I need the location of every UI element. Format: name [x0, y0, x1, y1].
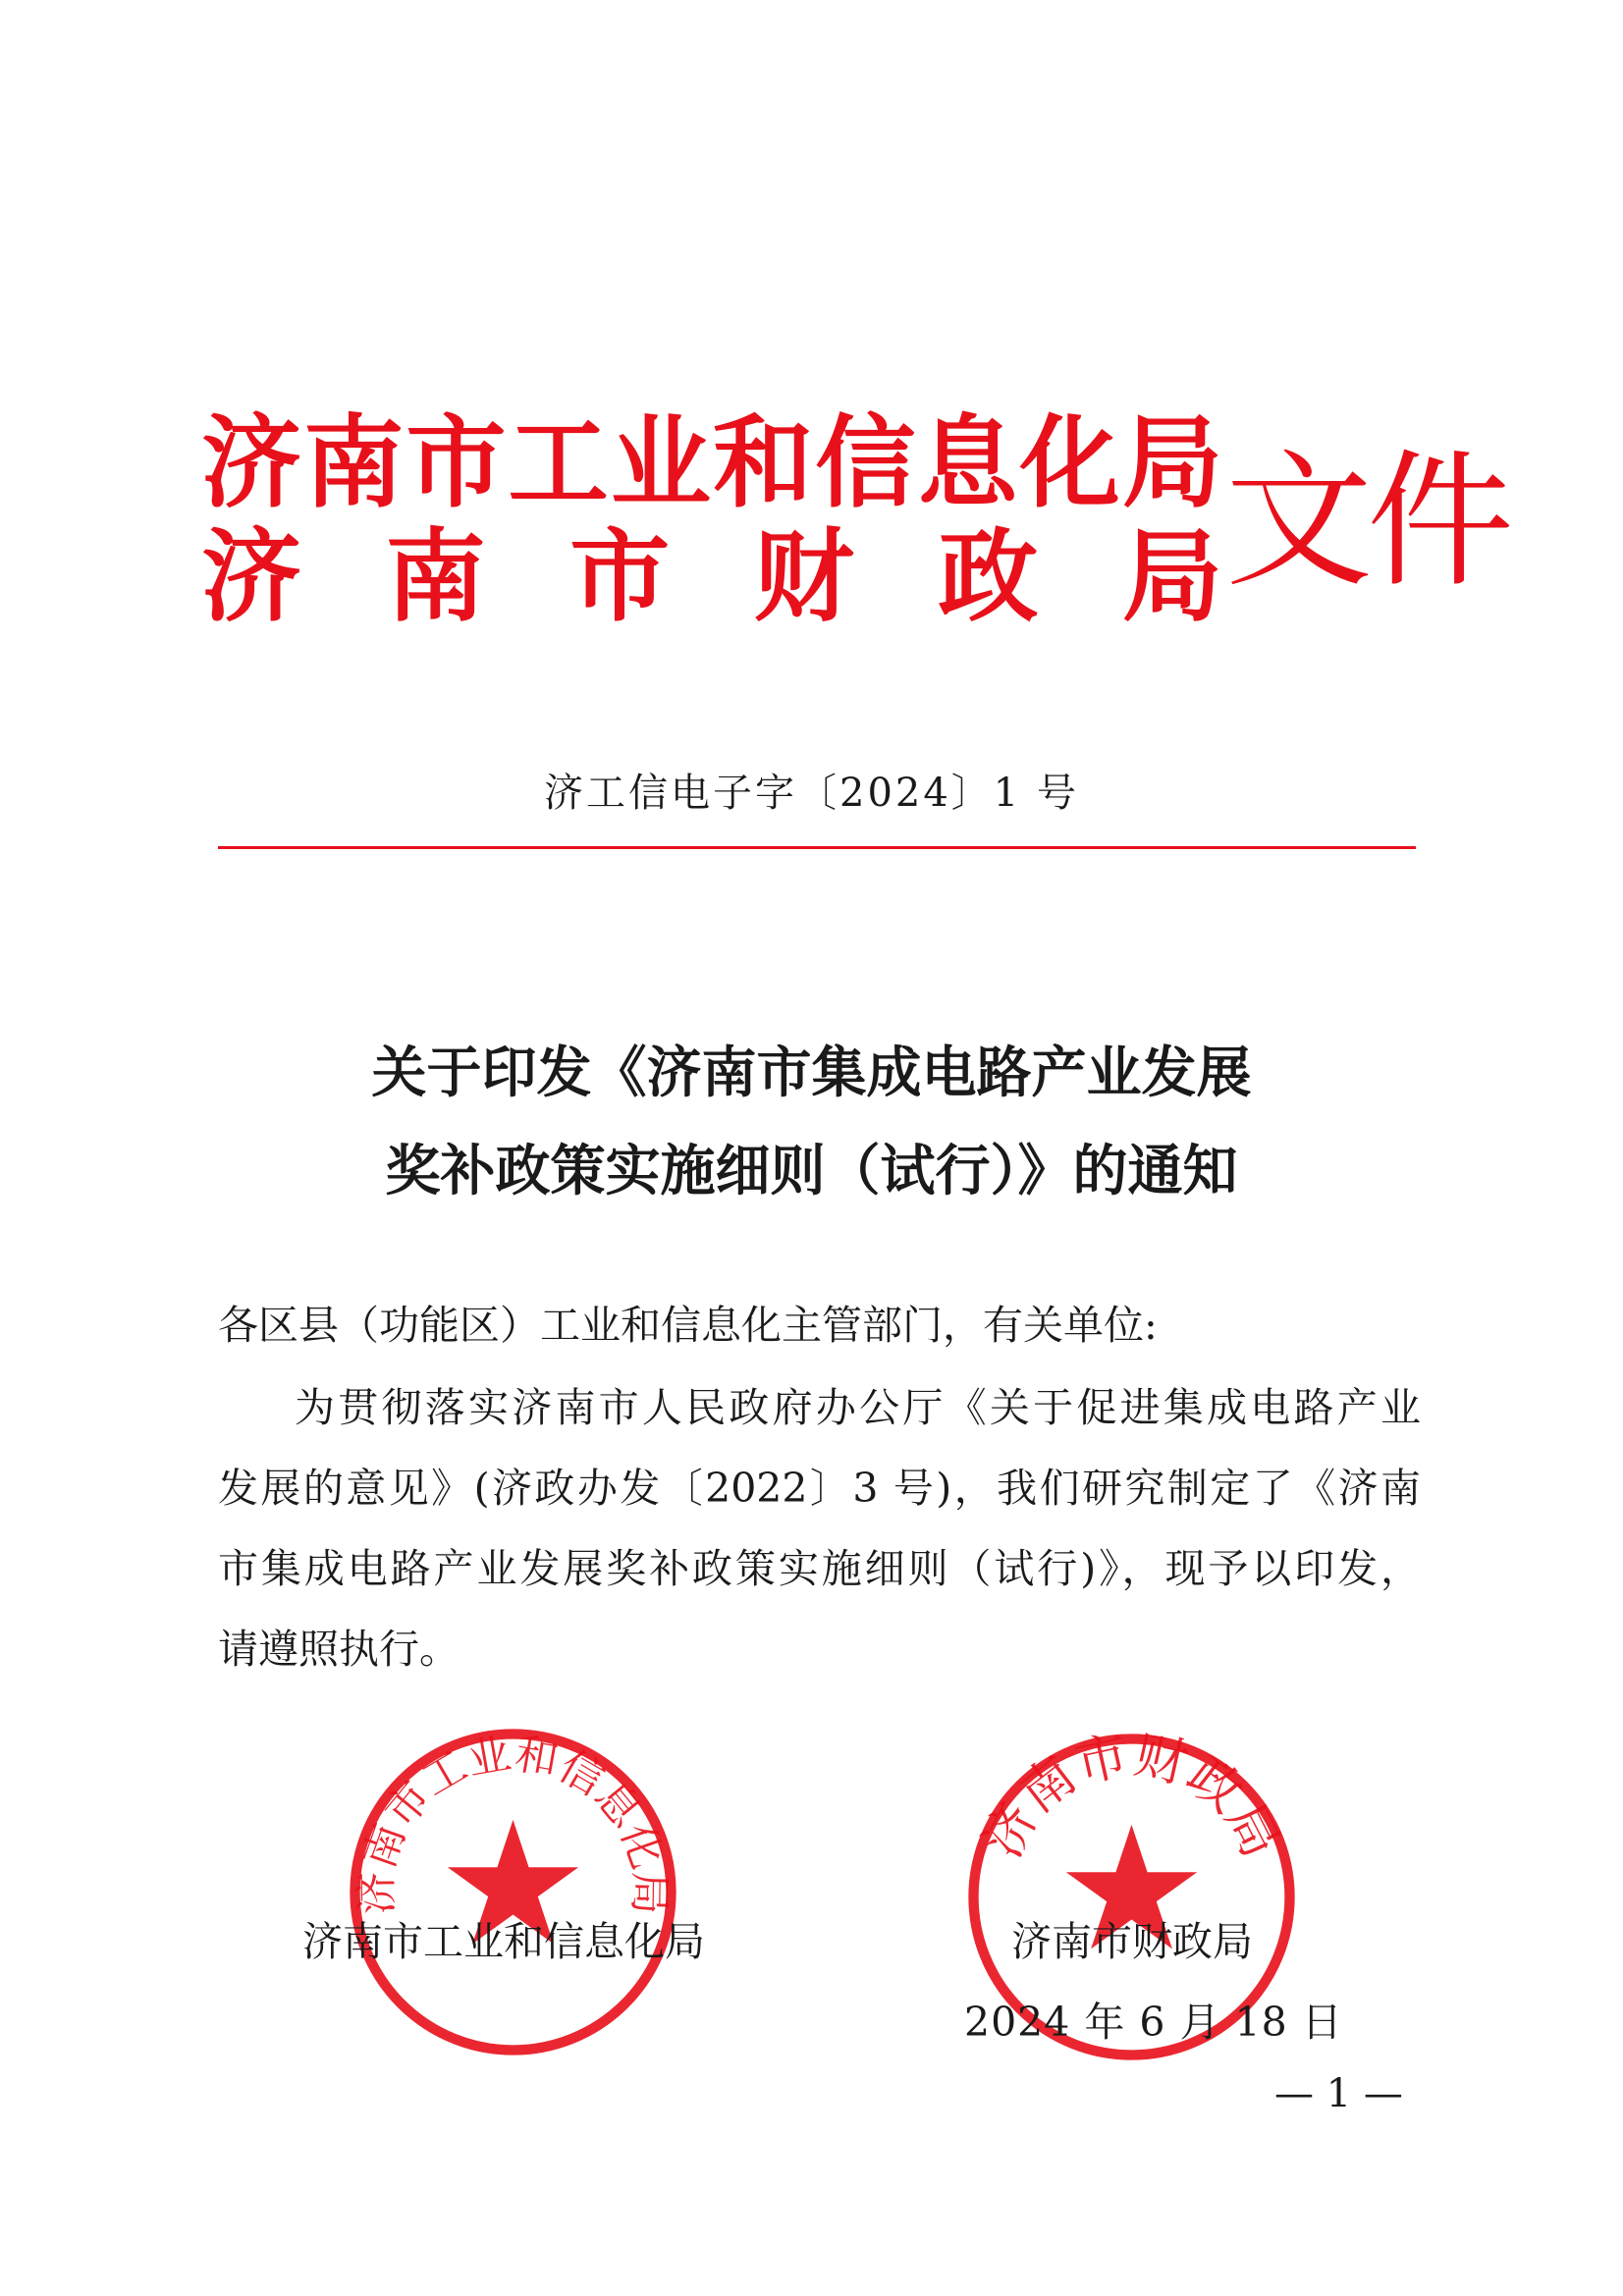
masthead-char: 财: [753, 518, 854, 636]
body-line: 市集成电路产业发展奖补政策实施细则（试行)》，现予以印发，: [218, 1545, 1421, 1592]
body-line: 为贯彻落实济南市人民政府办公厅《关于促进集成电路产业: [295, 1384, 1421, 1431]
page-number: — 1 —: [1274, 2071, 1403, 2116]
official-seal-industry-bureau: [344, 1723, 682, 2061]
signature-org-2: 济南市财政局: [1011, 1918, 1253, 1965]
masthead-char: 信: [815, 404, 916, 522]
red-divider: [218, 846, 1416, 849]
masthead-char: 局: [1121, 404, 1222, 522]
masthead-char: 南: [385, 518, 486, 636]
masthead-char: 局: [1121, 518, 1222, 636]
masthead-char: 市: [406, 404, 507, 522]
svg-text:济南市财政局: 济南市财政局: [972, 1728, 1291, 1868]
masthead-line-1: [201, 404, 1222, 522]
masthead-suffix: 文件: [1225, 437, 1509, 608]
masthead-char: 市: [569, 518, 671, 636]
body-line: 请遵照执行。: [218, 1626, 460, 1673]
document-number: 济工信电子字〔2024〕1 号: [544, 771, 1079, 816]
masthead-char: 南: [303, 404, 405, 522]
masthead-char: 工: [508, 404, 609, 522]
title-line-2: 奖补政策实施细则（试行）》的通知: [385, 1140, 1238, 1203]
masthead-char: 和: [713, 404, 814, 522]
masthead-char: 政: [938, 518, 1039, 636]
body-line: 发展的意见》(济政办发〔2022〕3 号)，我们研究制定了《济南: [218, 1465, 1421, 1512]
svg-text:济南市工业和信息化局: 济南市工业和信息化局: [352, 1729, 675, 1915]
masthead-line-2: [201, 518, 1222, 636]
issue-date: 2024 年 6 月 18 日: [964, 1999, 1343, 2046]
salutation: 各区县（功能区）工业和信息化主管部门，有关单位:: [218, 1302, 1158, 1349]
signature-org-1: 济南市工业和信息化局: [302, 1918, 705, 1965]
title-line-1: 关于印发《济南市集成电路产业发展: [371, 1041, 1252, 1105]
masthead-char: 济: [201, 518, 301, 636]
masthead-char: 业: [610, 404, 711, 522]
masthead-char: 化: [1019, 404, 1120, 522]
masthead-char: 济: [201, 404, 301, 522]
masthead-char: 息: [917, 404, 1018, 522]
